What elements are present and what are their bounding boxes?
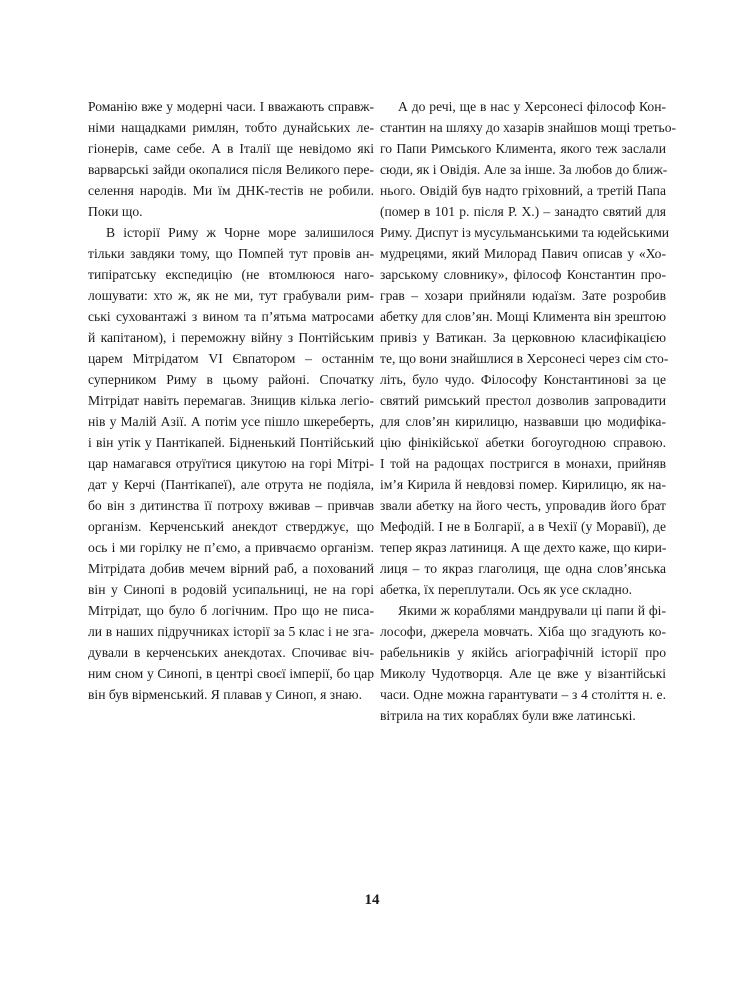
text-line: абетку для слов’ян. Мощі Климента він зрештою <box>380 309 666 324</box>
left-column <box>88 96 374 705</box>
text-line: ли в наших підручниках історії за 5 клас і не зга- <box>88 624 374 639</box>
text-line: Риму. Диспут із мусульманськими та юдейськими <box>380 225 670 240</box>
text-line: цію фінікійської абетки богоугодною справою. <box>380 435 666 450</box>
text-line: літь, було чудо. Філософу Константинові за це <box>380 372 666 387</box>
paragraph <box>88 96 374 222</box>
text-line: Мітрідата добив мечем вірний раб, а похований <box>88 561 374 576</box>
text-line: Поки що. <box>88 204 143 219</box>
text-line: те, що вони знайшлися в Херсонесі через сім сто- <box>380 351 669 366</box>
text-line: бо він з дитинства її потроху вживав – привчав <box>88 498 374 513</box>
text-line: вітрила на тих кораблях були вже латинські. <box>380 708 636 723</box>
text-line: Романію вже у модерні часи. І вважають справж- <box>88 99 374 114</box>
text-line: тепер якраз латиниця. А ще дехто каже, що кири- <box>380 540 667 555</box>
text-line: варварські зайди окопалися після Великого пере- <box>88 162 374 177</box>
text-line: лошувати: хто ж, як не ми, тут грабували рим- <box>88 288 374 303</box>
text-line: звали абетку на його честь, упровадив його брат <box>380 498 666 513</box>
text-line: селення народів. Ми їм ДНК-тестів не робили. <box>88 183 374 198</box>
text-line: (помер в 101 р. після Р. Х.) – занадто святий для <box>380 204 666 219</box>
text-line: він був вірменський. Я плавав у Синоп, я знаю. <box>88 687 362 702</box>
text-line: І той на радощах постригся в монахи, прийняв <box>380 456 666 471</box>
text-line: дували в керченських анекдотах. Спочиває віч- <box>88 645 374 660</box>
text-line: Мітрідат, що було б логічним. Про що не писа- <box>88 603 374 618</box>
text-line: сюди, як і Овідія. Але за інше. За любов до ближ- <box>380 162 668 177</box>
text-line: організм. Керченський анекдот стверджує, що <box>88 519 374 534</box>
text-line: царем Мітрідатом VI Євпатором – останнім <box>88 351 374 366</box>
text-line: суперником Риму в цьому районі. Спочатку <box>88 372 374 387</box>
text-line: рабельників у якійсь агіографічній історії про <box>380 645 666 660</box>
text-line: мудрецями, який Милорад Павич описав у «Хо- <box>380 246 666 261</box>
text-line: німи нащадками римлян, тобто дунайських ле- <box>88 120 374 135</box>
text-line: А до речі, ще в нас у Херсонесі філософ Кон- <box>398 99 666 114</box>
text-line: Мефодій. І не в Болгарії, а в Чехії (у Моравії), де <box>380 519 666 534</box>
text-line: типіратську експедицію (не втомлююся наго- <box>88 267 374 282</box>
text-line: гіонерів, саме себе. А в Італії ще невідомо які <box>88 141 374 156</box>
text-line: ські суховантажі з вином та п’ятьма матросами <box>88 309 374 324</box>
paragraph <box>380 96 677 600</box>
text-line: і він утік у Пантікапей. Бідненький Понтійський <box>88 435 374 450</box>
paragraph <box>88 222 374 705</box>
text-line: дат у Керчі (Пантікапеї), але отрута не подіяла, <box>88 477 374 492</box>
text-line: Якими ж кораблями мандрували ці папи й фі- <box>398 603 666 618</box>
text-line: ім’я Кирила й невдовзі помер. Кирилицю, як на- <box>380 477 666 492</box>
text-line: стантин на шляху до хазарів знайшов мощі третьо- <box>380 120 677 135</box>
text-line: й капітаном), і переможну війну з Понтійським <box>88 330 374 345</box>
text-line: ось і ми горілку не п’ємо, а привчаємо організм. <box>88 540 374 555</box>
text-line: Миколу Чудотворця. Але це вже у візантійські <box>380 666 666 681</box>
text-line: для слов’ян кирилицю, назвавши цю модифіка- <box>380 414 666 429</box>
text-line: В історії Риму ж Чорне море залишилося <box>106 225 374 240</box>
text-line: го Папи Римського Климента, якого теж заслали <box>380 141 666 156</box>
text-line: лиця – то якраз глаголиця, ще одна слов’янська <box>380 561 666 576</box>
text-line: привіз у Ватикан. За церковною класифікацією <box>380 330 666 345</box>
text-line: тільки завдяки тому, що Помпей тут провів ан- <box>88 246 374 261</box>
text-line: він у Синопі в родовій усипальниці, не на горі <box>88 582 374 597</box>
text-line: абетка, їх переплутали. Ось як усе складно. <box>380 582 633 597</box>
right-column <box>380 96 677 726</box>
text-line: нів у Малій Азії. А потім усе пішло шкереберть, <box>88 414 374 429</box>
text-line: цар намагався отруїтися цикутою на горі Мітрі- <box>88 456 374 471</box>
text-line: лософи, джерела мовчать. Хіба що згадують ко- <box>380 624 666 639</box>
paragraph <box>380 600 666 726</box>
text-line: Мітрідат навіть перемагав. Знищив кілька легіо- <box>88 393 374 408</box>
text-line: часи. Одне можна гарантувати – з 4 століття н. е. <box>380 687 666 702</box>
text-line: грав – хозари прийняли юдаїзм. Зате розробив <box>380 288 666 303</box>
page-number: 14 <box>364 892 380 908</box>
text-line: зарському словнику», філософ Константин про- <box>380 267 666 282</box>
text-line: святий римський престол дозволив запровадити <box>380 393 666 408</box>
text-line: нього. Овідій був надто гріховний, а третій Папа <box>380 183 666 198</box>
text-line: ним сном у Синопі, в центрі своєї імперії, бо цар <box>88 666 374 681</box>
